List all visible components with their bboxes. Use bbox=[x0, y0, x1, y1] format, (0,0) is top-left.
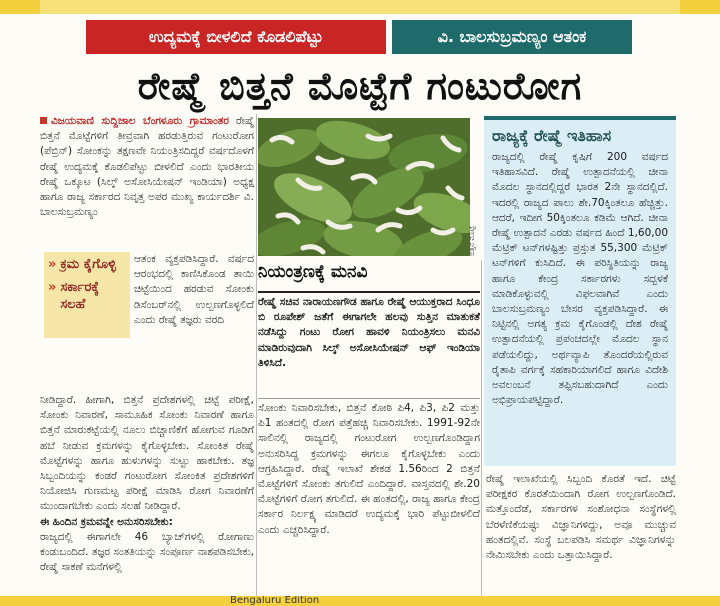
kicker-right: ವಿ. ಬಾಲಸುಬ್ರಮಣ್ಯಂ ಆತಂಕ bbox=[392, 20, 632, 54]
silkworm-photo bbox=[258, 118, 470, 256]
top-color-band bbox=[0, 0, 720, 14]
bullet-icon: » bbox=[48, 257, 57, 272]
byline: ವಿಜಯವಾಣಿ ಸುದ್ದಿಜಾಲ ಬೆಂಗಳೂರು ಗ್ರಾಮಾಂತರ bbox=[40, 115, 229, 127]
headline: ರೇಷ್ಮೆ ಬಿತ್ತನೆ ಮೊಟ್ಟೆಗೆ ಗಂಟುರೋಗ bbox=[137, 63, 583, 108]
column-divider bbox=[481, 260, 482, 600]
left-para-3: ರಾಜ್ಯದಲ್ಲಿ ಈಗಾಗಲೇ 46 ಬ್ಯಾಚ್‌ಗಳಲ್ಲಿ ರೋಗಾಣು ಕಂಡುಬಂದಿದೆ. ತಜ್ಞರ ಸಂತತಿಯನ್ನು ಸಂಪೂರ್ಣ ನಾಶಪಡಿಸಬೇಕು, ರೇಷ್ಮೆ ಸಾಕಣೆ ಮನೆಗಳಲ್ಲಿ bbox=[40, 530, 254, 574]
pullbox-item bbox=[48, 279, 126, 313]
middle-divider bbox=[258, 398, 480, 399]
pullbox-item-text: ಕ್ರಮ ಕೈಗೊಳ್ಳಿ bbox=[60, 257, 116, 272]
heading-rule bbox=[258, 291, 480, 293]
sidebar-title: ರಾಜ್ಯಕ್ಕೆ ರೇಷ್ಮೆ ಇತಿಹಾಸ bbox=[492, 126, 612, 145]
footer-text: Bengaluru Edition bbox=[230, 596, 320, 606]
left-column-bottom bbox=[40, 393, 254, 605]
middle-body: ಸೋಂಕು ನಿವಾರಿಸಬೇಕು, ಬಿತ್ತನೆ ಕೋಠಿ ಪಿ4, ಪಿ3, ಪಿ2 ಮತ್ತು ಪಿ1 ಹಂತದಲ್ಲಿ ರೋಗ ಪತ್ತೆಹಚ್ಚಿ ನಿವಾರಿಸಬೇಕು. 1991-92ನೇ ಸಾಲಿನಲ್ಲಿ ರಾಜ್ಯದಲ್ಲಿ ಗಂಟುರೋಗ ಉಲ್ಬಣಗೊಂಡಿದ್ದಾಗ ಅನುಸರಿಸಿದ್ದ ಕ್ರಮಗಳನ್ನು ಈಗಲೂ ಕೈಗೊಳ್ಳಬೇಕು ಎಂದು ಆಗ್ರಹಿಸಿದ್ದಾರೆ. ರೇಷ್ಮೆ ಇಲಾಖೆ ಶೇಕಡ 1.56ರಿಂದ 2 ಬಿತ್ತನೆ ಮೊಟ್ಟೆಗಳಿಗೆ ಸೋಂಕು ತಗುಲಿದೆ ಎಂದಿದ್ದಾರೆ. ವಾಸ್ತವದಲ್ಲಿ ಶೇ.20 ಮೊಟ್ಟೆಗಳಿಗೆ ರೋಗ ತಗುಲಿದೆ. ಈ ಹಂತದಲ್ಲಿ, ರಾಜ್ಯ ಹಾಗೂ ಕೇಂದ್ರ ಸರ್ಕಾರ ನಿರ್ಲಕ್ಷ್ಯ ಮಾಡಿದರೆ ಉದ್ಯಮಕ್ಕೆ ಭಾರಿ ಪೆಟ್ಟುಬೀಳಲಿದೆ ಎಂದು ಎಚ್ಚರಿಸಿದ್ದಾರೆ. bbox=[258, 402, 480, 536]
silkworm-leaves-image bbox=[258, 118, 470, 256]
column-divider bbox=[256, 114, 257, 600]
history-sidebar bbox=[484, 116, 676, 466]
pullbox bbox=[44, 252, 130, 338]
bullet-icon: » bbox=[48, 280, 57, 295]
photo-caption: ಬಿತ್ತನೆ ಮೊಟ್ಟೆ bbox=[468, 225, 476, 256]
kicker-left: ಉದ್ಯಮಕ್ಕೆ ಬೀಳಲಿದೆ ಕೊಡಲಿಪೆಟ್ಟು bbox=[86, 20, 386, 54]
left-para-2: ನೀಡಿದ್ದಾರೆ. ಹೀಗಾಗಿ, ಬಿತ್ತನೆ ಪ್ರದೇಶಗಳಲ್ಲಿ ಚಿಟ್ಟೆ ಪರೀಕ್ಷೆ, ಸೋಂಕು ನಿವಾರಣೆ, ಸಾಮೂಹಿಕ ಸೋಂಕು ನಿವಾರಣೆ ಹಾಗೂ ಬಿತ್ತನೆ ಮಾರುಕಟ್ಟೆಯಲ್ಲಿ ನೂಲು ಬಿಚ್ಚಾಣಿಕೆಗೆ ಹೋಗುವ ಗೂಡಿಗೆ ಹಬೆ ನೀಡುವ ಕ್ರಮಗಳನ್ನು ಕೈಗೊಳ್ಳಬೇಕು. ಸೋಂಕಿತ ರೇಷ್ಮೆ ಮೊಟ್ಟೆಗಳನ್ನು ಹಾಗೂ ಹುಳುಗಳನ್ನು ಸುಟ್ಟು ಹಾಕಬೇಕು. ತಜ್ಞ ಸಿಬ್ಬಂದಿಯನ್ನು ಕಂಡರೆ ಗಂಟುರೋಗ ಸೋಂಕಿತ ಪ್ರದೇಶಗಳಿಗೆ ನಿಯೋಜಿಸಿ ಗುಣಮಟ್ಟ ಪರೀಕ್ಷೆ ಮಾಡಿಸಿ ರೋಗ ನಿವಾರಣೆಗೆ ಮುಂದಾಗಬೇಕು ಎಂದು ಸಲಹೆ ನೀಡಿದ್ದಾರೆ. bbox=[40, 394, 254, 513]
sidebar-body: ರಾಜ್ಯದಲ್ಲಿ ರೇಷ್ಮೆ ಕೃಷಿಗೆ 200 ವರ್ಷದ ಇತಿಹಾಸವಿದೆ. ರೇಷ್ಮೆ ಉತ್ಪಾದನೆಯಲ್ಲಿ ಚೀನಾ ಮೊದಲ ಸ್ಥಾನದಲ್ಲಿದ್ದರೆ ಭಾರತ 2ನೇ ಸ್ಥಾನದಲ್ಲಿದೆ. ಇದರಲ್ಲಿ ರಾಜ್ಯದ ಪಾಲು ಶೇ.70ಕ್ಕಿಂತಲೂ ಹೆಚ್ಚಿತ್ತು. ಆದರೆ, ಇದೀಗ 50ಕ್ಕಿಂತಲೂ ಕಡಿಮೆ ಆಗಿದೆ. ಚೀನಾ ರೇಷ್ಮೆ ಉತ್ಪಾದನೆ ಎರಡು ವರ್ಷದ ಹಿಂದೆ 1,60,00 ಮೆಟ್ರಿಕ್ ಟನ್‌ಗಳಷ್ಟಿತ್ತು ಪ್ರಸ್ತುತ 55,300 ಮೆಟ್ರಿಕ್ ಟನ್‌ಗಳಿಗೆ ಕುಸಿದಿದೆ. ಈ ಪರಿಸ್ಥಿತಿಯನ್ನು ರಾಜ್ಯ ಹಾಗೂ ಕೇಂದ್ರ ಸರ್ಕಾರಗಳು ಸದ್ಬಳಕೆ ಮಾಡಿಕೊಳ್ಳುವಲ್ಲಿ ವಿಫಲವಾಗಿವೆ ಎಂದು ಬಾಲಸುಬ್ರಮಣ್ಯಂ ಬೇಸರ ವ್ಯಕ್ತಪಡಿಸಿದ್ದಾರೆ. ಈ ನಿಟ್ಟಿನಲ್ಲಿ ಅಗತ್ಯ ಕ್ರಮ ಕೈಗೊಂಡಲ್ಲಿ ದೇಶ ರೇಷ್ಮೆ ಉತ್ಪಾದನೆಯಲ್ಲಿ ಪ್ರಪಂಚದಲ್ಲೇ ಮೊದಲ ಸ್ಥಾನ ಪಡೆಯಲಿದ್ದು, ಅರ್ಥವ್ಯಾಪಿ ತೊಂದರೆಯಲ್ಲಿರುವ ರೈತಾಪಿ ವರ್ಗಕ್ಕೆ ಸಹಕಾರಿಯಾಗಲಿದೆ ಹಾಗೂ ವಿದೇಶಿ ಅವಲಂಬನೆ ತಪ್ಪಿಸಬಹುದಾಗಿದೆ ಎಂದು ಅಭಿಪ್ರಾಯಪಟ್ಟಿದ್ದಾರೆ. bbox=[492, 151, 668, 407]
middle-heading: ನಿಯಂತ್ರಣಕ್ಕೆ ಮನವಿ bbox=[258, 262, 368, 282]
kicker-row bbox=[0, 16, 720, 56]
left-side-text: ಆತಂಕ ವ್ಯಕ್ತಪಡಿಸಿದ್ದಾರೆ. ವರ್ಷದ ಆರಂಭದಲ್ಲಿ ಕಾಣಿಸಿಕೊಂಡ ತಾಯಿ ಚಿಟ್ಟೆಯಿಂದ ಹರಡುವ ಸೋಂಕು ಡಿಸೆಂಬರ್‌ನಲ್ಲಿ ಉಲ್ಬಣಗೊಳ್ಳಲಿದೆ ಎಂದು ರೇಷ್ಮೆ ತಜ್ಞರು ವರದಿ bbox=[134, 253, 254, 326]
middle-intro: ರೇಷ್ಮೆ ಸಚಿವ ನಾರಾಯಣಗೌಡ ಹಾಗೂ ರೇಷ್ಮೆ ಆಯುಕ್ತರಾದ ಸಿಂಧೂ ಬಿ ರೂಪೇಶ್ ಜತೆಗೆ ಈಗಾಗಲೇ ಹಲವು ಸುತ್ತಿನ ಮಾತುಕತೆ ನಡೆಸಿದ್ದು ಗಂಟು ರೋಗ ಹಾವಳಿ ನಿಯಂತ್ರಿಸಲು ಮನವಿ ಮಾಡಿರುವುದಾಗಿ ಸಿಲ್ಕ್ ಅಸೋಸಿಯೇಷನ್ ಆಫ್ ಇಂಡಿಯಾ ತಿಳಿಸಿದೆ. bbox=[258, 296, 480, 369]
right-body: ರೇಷ್ಮೆ ಇಲಾಖೆಯಲ್ಲಿ ಸಿಬ್ಬಂದಿ ಕೊರತೆ ಇದೆ. ಚಿಟ್ಟೆ ಪರೀಕ್ಷಕರ ಕೊರತೆಯಿಂದಾಗಿ ರೋಗ ಉಲ್ಬಣಗೊಂಡಿದೆ. ಮತ್ತೊಂದೆಡೆ, ಸರ್ಕಾರಗಳ ಸಂಶೋಧನಾ ಸಂಸ್ಥೆಗಳಲ್ಲಿ ಬೆರಳೆಣಿಕೆಯಷ್ಟು ವಿಜ್ಞಾನಿಗಳಿದ್ದು, ಅವೂ ಮುಚ್ಚುವ ಹಂತದಲ್ಲಿವೆ. ಸಂಸ್ಥೆ ಬಲಪಡಿಸಿ ಸಮರ್ಥ ವಿಜ್ಞಾನಿಗಳನ್ನು ನೇಮಿಸಬೇಕು ಎಂದು ಒತ್ತಾಯಿಸಿದ್ದಾರೆ. bbox=[486, 473, 676, 562]
pullbox-item bbox=[48, 256, 126, 273]
top-band-stripe bbox=[40, 0, 680, 14]
left-subhead: ಈ ಹಿಂದಿನ ಕ್ರಮವನ್ನೇ ಅನುಸರಿಸಬೇಕು: bbox=[40, 515, 173, 528]
pullbox-item-text: ಸರ್ಕಾರಕ್ಕೆ ಸಲಹೆ bbox=[60, 280, 99, 312]
left-para-1: ರೇಷ್ಮೆ ಬಿತ್ತನೆ ಮೊಟ್ಟೆಗಳಿಗೆ ತೀವ್ರವಾಗಿ ಹರಡುತ್ತಿರುವ ಗಂಟುರೋಗ (ಪೆಬ್ರಿನ್) ಸೋಂಕನ್ನು ತಕ್ಷಣವೇ ನಿಯಂತ್ರಿಸದಿದ್ದರೆ ವರ್ಷದೊಳಗೆ ರೇಷ್ಮೆ ಉದ್ಯಮಕ್ಕೆ ಕೊಡಲಿಪೆಟ್ಟು ಬೀಳಲಿದೆ ಎಂದು ಭಾರತೀಯ ರೇಷ್ಮೆ ಒಕ್ಕೂಟ (ಸಿಲ್ಕ್ ಅಸೋಸಿಯೇಷನ್ ಇಂಡಿಯಾ) ಅಧ್ಯಕ್ಷ ಹಾಗೂ ರಾಜ್ಯ ಸರ್ಕಾರದ ನಿವೃತ್ತ ಅಪರ ಮುಖ್ಯ ಕಾರ್ಯದರ್ಶಿ ವಿ. ಬಾಲಸುಬ್ರಮಣ್ಯಂ bbox=[40, 115, 254, 219]
